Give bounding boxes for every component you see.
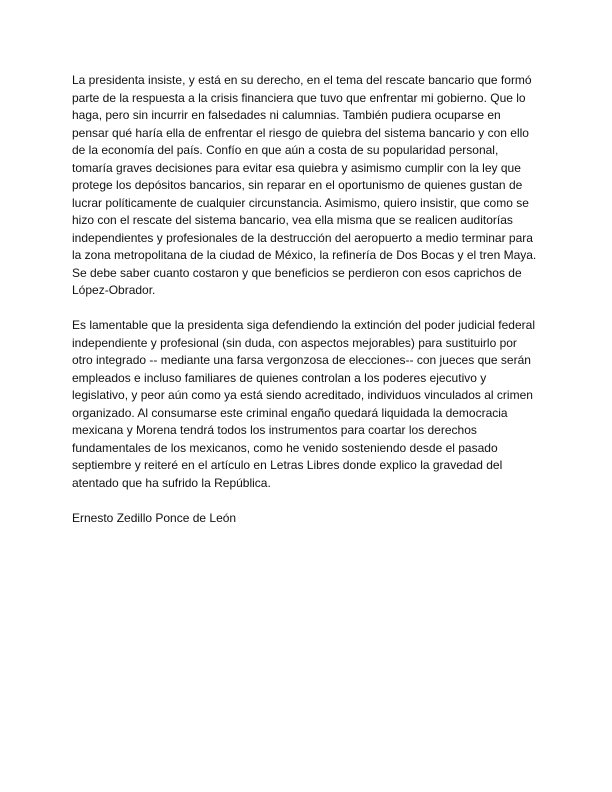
paragraph-bank-rescue: La presidenta insiste, y está en su derecho, en el tema del rescate bancario que formó parte de la respuesta a la crisis financiera que tuvo que enfrentar mi gobierno. Que lo haga, pero sin incurrir en falsedades ni calumnias. También pudiera ocuparse en pensar qué haría ella de enfrentar el riesgo de quiebra del sistema bancario y con ello de la economía del país. Confío en que aún a costa de su popularidad personal, tomaría graves decisiones para evitar esa quiebra y asimismo cumplir con la ley que protege los depósitos bancarios, sin reparar en el oportunismo de quienes gustan de lucrar políticamente de cualquier circunstancia. Asimismo, quiero insistir, que como se hizo con el rescate del sistema bancario, vea ella misma que se realicen auditorías independientes y profesionales de la destrucción del aeropuerto a medio terminar para la zona metropolitana de la ciudad de México, la refinería de Dos Bocas y el tren Maya. Se debe saber cuanto costaron y que beneficios se perdieron con esos caprichos de López-Obrador.	[72, 73, 537, 297]
signature: Ernesto Zedillo Ponce de León	[72, 510, 237, 525]
document-body	[72, 72, 540, 527]
paragraph-judicial-reform: Es lamentable que la presidenta siga defendiendo la extinción del poder judicial federal independiente y profesional (sin duda, con aspectos mejorables) para sustituirlo por otro integrado -- mediante una farsa vergonzosa de elecciones-- con jueces que serán empleados e incluso familiares de quienes controlan a los poderes ejecutivo y legislativo, y peor aún como ya está siendo acreditado, individuos vinculados al crimen organizado. Al consumarse este criminal engaño quedará liquidada la democracia mexicana y Morena tendrá todos los instrumentos para coartar los derechos fundamentales de los mexicanos, como he venido sosteniendo desde el pasado septiembre y reiteré en el artículo en Letras Libres donde explico la gravedad del atentado que ha sufrido la República.	[72, 318, 535, 490]
